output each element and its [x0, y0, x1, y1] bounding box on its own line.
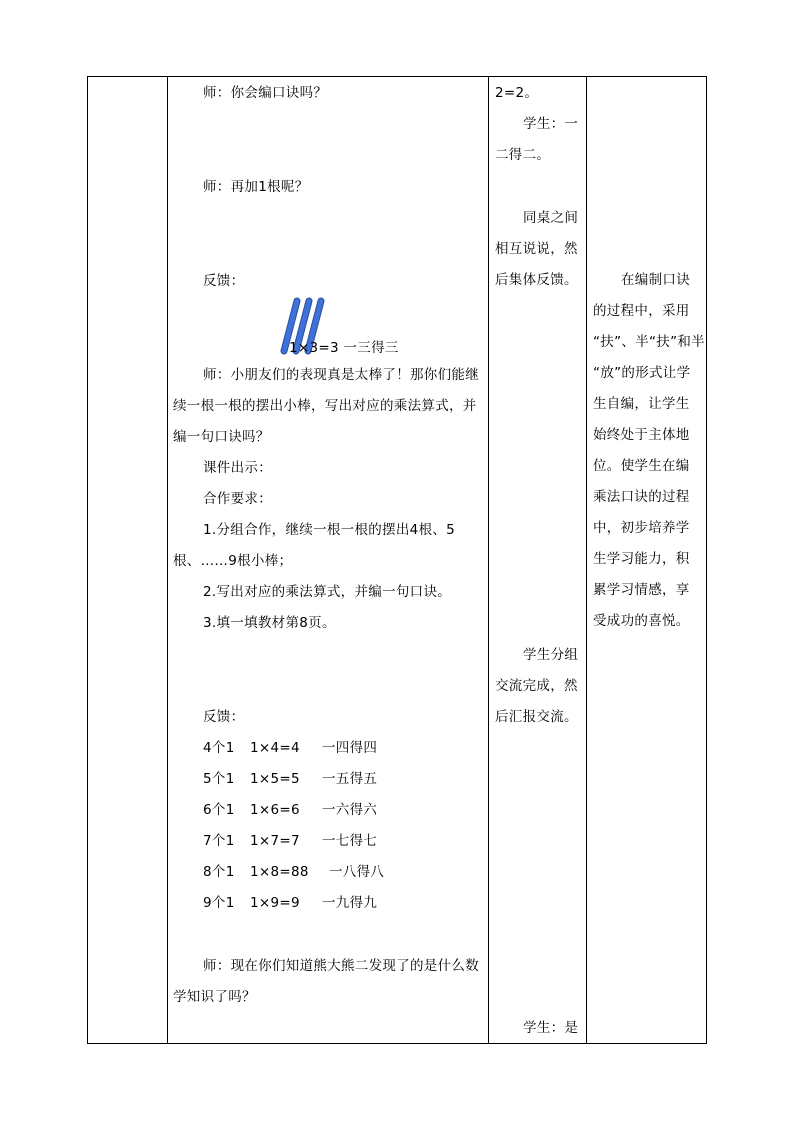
intent-text: 乘法口诀的过程 — [593, 489, 690, 505]
intent-text: 位。使学生在编 — [593, 458, 690, 474]
paragraph: 合作要求： — [203, 491, 272, 507]
equation-text: 1×6=6 — [250, 802, 300, 818]
rhyme-text: 一六得六 — [322, 802, 378, 818]
feedback-label: 反馈： — [203, 273, 245, 289]
paragraph: 续一根一根的摆出小棒，写出对应的乘法算式，并 — [173, 398, 477, 414]
paragraph: 3.填一填教材第8页。 — [203, 615, 336, 631]
intent-text: 受成功的喜悦。 — [593, 613, 690, 629]
student-text: 二得二。 — [495, 147, 551, 163]
student-text: 后集体反馈。 — [495, 272, 578, 288]
student-text: 同桌之间 — [523, 210, 579, 226]
paragraph: 根、……9根小棒； — [173, 553, 293, 569]
student-text: 交流完成，然 — [495, 678, 578, 694]
student-text: 学生分组 — [523, 647, 579, 663]
equation-text: 1×7=7 — [250, 833, 300, 849]
intent-text: 生自编，让学生 — [593, 396, 690, 412]
paragraph: 师：现在你们知道熊大熊二发现了的是什么数 — [203, 958, 479, 974]
paragraph: 学知识了吗？ — [173, 989, 256, 1005]
paragraph: 师：小朋友们的表现真是太棒了！那你们能继 — [203, 367, 479, 383]
rhyme-text: 一四得四 — [322, 740, 378, 756]
intent-text: “扶”、半“扶”和半 — [593, 334, 705, 350]
intent-text: 生学习能力，积 — [593, 551, 690, 567]
design-intent-column — [587, 77, 706, 1043]
intent-text: 的过程中，采用 — [593, 303, 690, 319]
equation-text: 1×5=5 — [250, 771, 300, 787]
student-text: 后汇报交流。 — [495, 709, 578, 725]
count-text: 5个1 — [203, 771, 235, 787]
rhyme-text: 一七得七 — [322, 833, 378, 849]
count-text: 7个1 — [203, 833, 235, 849]
count-text: 6个1 — [203, 802, 235, 818]
equation-text: 1×4=4 — [250, 740, 300, 756]
stage-column — [88, 77, 167, 1043]
intent-text: 中，初步培养学 — [593, 520, 690, 536]
count-text: 8个1 — [203, 864, 235, 880]
lesson-table — [87, 76, 707, 1044]
rhyme-text: 一八得八 — [329, 864, 385, 880]
equation-text: 1×8=88 — [250, 864, 309, 880]
count-text: 4个1 — [203, 740, 235, 756]
teacher-activity-column — [168, 77, 488, 1043]
intent-text: 在编制口诀 — [621, 272, 690, 288]
equation-text: 1×9=9 — [250, 895, 300, 911]
student-text: 2=2。 — [495, 85, 539, 101]
rhyme-text: 一五得五 — [322, 771, 378, 787]
intent-text: 累学习情感，享 — [593, 582, 690, 598]
paragraph: 课件出示： — [203, 460, 272, 476]
intent-text: 始终处于主体地 — [593, 427, 690, 443]
feedback-label: 反馈： — [203, 709, 245, 725]
intent-text: “放”的形式让学 — [593, 365, 691, 381]
student-activity-column — [489, 77, 586, 1043]
equation: 1×3=3 一三得三 — [289, 340, 399, 356]
count-text: 9个1 — [203, 895, 235, 911]
student-text: 学生：一 — [523, 116, 579, 132]
student-text: 相互说说，然 — [495, 241, 578, 257]
paragraph: 编一句口诀吗？ — [173, 429, 270, 445]
paragraph: 师：再加1根呢？ — [203, 179, 309, 195]
student-text: 学生：是 — [523, 1020, 579, 1036]
paragraph: 2.写出对应的乘法算式，并编一句口诀。 — [203, 584, 452, 600]
paragraph: 师：你会编口诀吗？ — [203, 85, 328, 101]
rhyme-text: 一九得九 — [322, 895, 378, 911]
paragraph: 1.分组合作，继续一根一根的摆出4根、5 — [203, 522, 456, 538]
